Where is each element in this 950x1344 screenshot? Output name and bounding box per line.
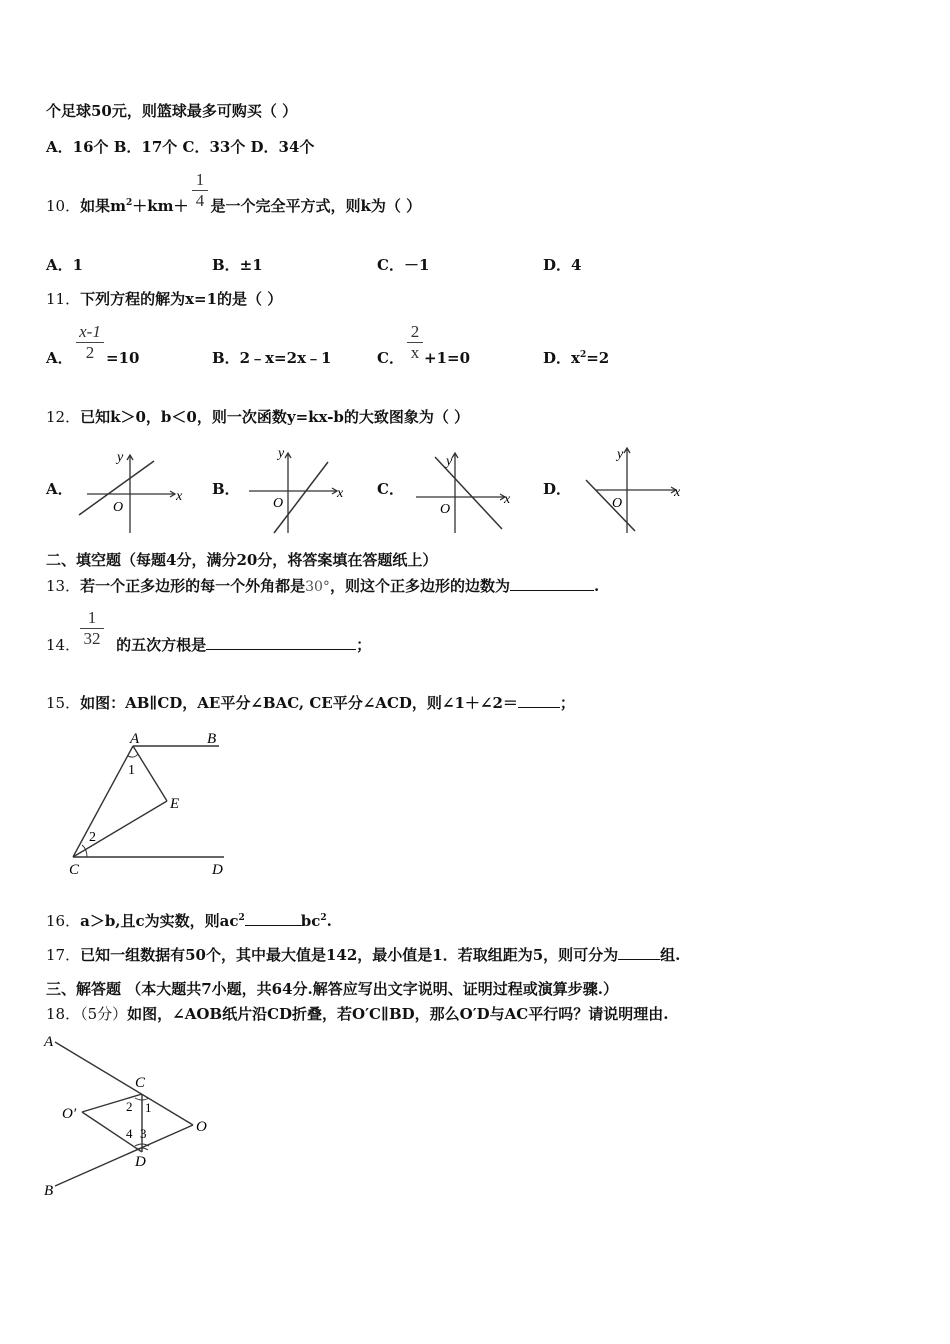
q10-frac-num: 1 [195, 170, 205, 189]
q12-option-d-label: D． [543, 480, 572, 498]
q11-option-a-post: =10 [106, 349, 140, 367]
q12-d-origin: O [612, 496, 623, 511]
q12-c-origin: O [440, 502, 451, 517]
q16-end: . [326, 912, 332, 930]
q11-c-fraction [407, 322, 423, 363]
q13-answer-blank[interactable] [510, 576, 594, 591]
q12-graph-c [410, 445, 525, 535]
q14-end: ； [356, 636, 372, 654]
q13-end: . [593, 577, 600, 595]
q18-figure [40, 1030, 230, 1205]
q12-b-x-label: x [337, 486, 344, 501]
q15-figure [60, 725, 240, 880]
q12-option-b-label: B． [212, 480, 240, 498]
q11-text: 下列方程的解为x=1的是（ ） [80, 290, 283, 308]
q12-a-y-label: y [117, 450, 124, 465]
q18-label-o-prime: O′ [62, 1106, 77, 1122]
q15-label-a: A [130, 731, 140, 747]
q10-fraction [192, 170, 208, 211]
q18-angle-3: 3 [140, 1126, 147, 1141]
q12-graph-d [580, 445, 695, 535]
q12-a-x-label: x [176, 489, 183, 504]
q10-stem [46, 196, 421, 216]
q10-option-b: B．±1 [212, 256, 263, 274]
q14-frac-num: 1 [87, 608, 97, 627]
q11-option-c-post: +1=0 [424, 349, 471, 367]
q15-label-b: B [207, 731, 217, 747]
q18-angle-2: 2 [126, 1099, 133, 1114]
q15-stem [46, 693, 575, 713]
q15-number: 15． [46, 694, 81, 712]
q12-d-x-label: x [674, 485, 681, 500]
q10-post: 是一个完全平方式，则k为（ ） [210, 197, 422, 215]
q12-text: 已知k＞0，b＜0，则一次函数y=kx-b的大致图象为（ ） [80, 408, 470, 426]
q10-frac-den: 4 [195, 191, 205, 210]
q11-option-a-label: A． [46, 349, 73, 367]
q15-end: ； [559, 694, 575, 712]
q11-a-fraction [76, 322, 104, 363]
q10-option-c: C．－1 [377, 256, 430, 274]
q18-label-a: A [44, 1034, 54, 1050]
q11-option-c-label: C． [377, 349, 404, 367]
q13-angle: 30° [305, 579, 330, 595]
q15-angle-1: 1 [128, 763, 135, 778]
q11-option-d [543, 348, 609, 368]
q18-stem [46, 1004, 668, 1024]
q15-label-c: C [69, 862, 80, 878]
q12-number: 12． [46, 408, 81, 426]
q18-label-c: C [135, 1075, 146, 1091]
q10-option-d: D．4 [543, 256, 582, 274]
q9-text: 个足球50元，则篮球最多可购买（ ） [46, 102, 298, 120]
q12-graph-b [245, 445, 360, 535]
q18-number: 18． [46, 1005, 81, 1023]
q9-options: A．16个 B．17个 C．33个 D．34个 [46, 138, 315, 156]
q14-number: 14． [46, 636, 81, 654]
q18-angle-4: 4 [126, 1126, 133, 1141]
section-3-title: 三、解答题 （本大题共7小题，共64分.解答应写出文字说明、证明过程或演算步骤.） [46, 980, 618, 998]
q10-mid: ＋km＋ [132, 197, 189, 215]
q14-fraction [80, 608, 104, 649]
q11-d-pre: D．x [543, 349, 580, 367]
q14-frac-den: 32 [83, 629, 101, 648]
q12-graph-a [75, 445, 190, 535]
q11-d-sup: 2 [579, 350, 587, 360]
q15-answer-blank[interactable] [518, 693, 560, 708]
q11-a-frac-num: x-1 [79, 322, 101, 341]
q16-pre: a＞b,且c为实数，则ac [80, 912, 239, 930]
q15-label-d: D [212, 862, 223, 878]
q17-answer-blank[interactable] [618, 945, 660, 960]
q16-sup2: 2 [320, 913, 327, 923]
q12-option-a-label: A． [46, 480, 73, 498]
q12-a-origin: O [113, 500, 124, 515]
q12-c-y-label: y [446, 454, 453, 469]
q18-label-b: B [44, 1183, 54, 1199]
q16-number: 16． [46, 912, 81, 930]
q11-a-frac-den: 2 [85, 343, 95, 362]
q16-answer-blank[interactable] [245, 911, 301, 926]
q11-d-post: =2 [586, 349, 610, 367]
q16-stem [46, 911, 332, 931]
q16-post: bc [300, 912, 321, 930]
q11-option-b: B．2﹣x=2x﹣1 [212, 349, 332, 367]
q11-stem [46, 289, 282, 309]
q18-score: （5分） [80, 1005, 128, 1023]
q14-post: 的五次方根是 [116, 636, 207, 654]
q13-number: 13． [46, 577, 81, 595]
section-2-title: 二、填空题（每题4分，满分20分，将答案填在答题纸上） [46, 551, 438, 569]
q15-text: 如图：AB∥CD，AE平分∠BAC, CE平分∠ACD，则∠1＋∠2＝ [80, 694, 518, 712]
q10-number: 10． [46, 197, 81, 215]
q17-number: 17． [46, 946, 81, 964]
q15-label-e: E [170, 796, 180, 812]
q13-post: ，则这个正多边形的边数为 [329, 577, 510, 595]
q12-option-c-label: C． [377, 480, 404, 498]
q12-d-y-label: y [617, 447, 624, 462]
q12-b-origin: O [273, 496, 284, 511]
q13-pre: 若一个正多边形的每一个外角都是 [80, 577, 306, 595]
q12-stem [46, 407, 469, 427]
q16-sup1: 2 [238, 913, 245, 923]
q18-text: 如图，∠AOB纸片沿CD折叠，若O′C∥BD，那么O′D与AC平行吗？请说明理由. [127, 1005, 669, 1023]
q11-number: 11． [46, 290, 81, 308]
q13-stem [46, 576, 599, 597]
q11-c-frac-den: x [410, 343, 420, 362]
q17-stem [46, 945, 680, 965]
q10-sup: 2 [125, 198, 133, 208]
q18-label-d: D [135, 1154, 146, 1170]
q17-end: 组. [660, 946, 681, 964]
q18-angle-1: 1 [145, 1100, 152, 1115]
q10-pre: 如果m [80, 197, 126, 215]
q12-c-x-label: x [504, 492, 511, 507]
q12-b-y-label: y [278, 446, 285, 461]
q10-option-a: A．1 [46, 256, 84, 274]
q11-c-frac-num: 2 [410, 322, 420, 341]
q17-text: 已知一组数据有50个，其中最大值是142，最小值是1．若取组距为5，则可分为 [80, 946, 619, 964]
q18-label-o: O [196, 1119, 207, 1135]
q14-answer-blank[interactable] [206, 635, 356, 650]
q15-angle-2: 2 [89, 830, 96, 845]
